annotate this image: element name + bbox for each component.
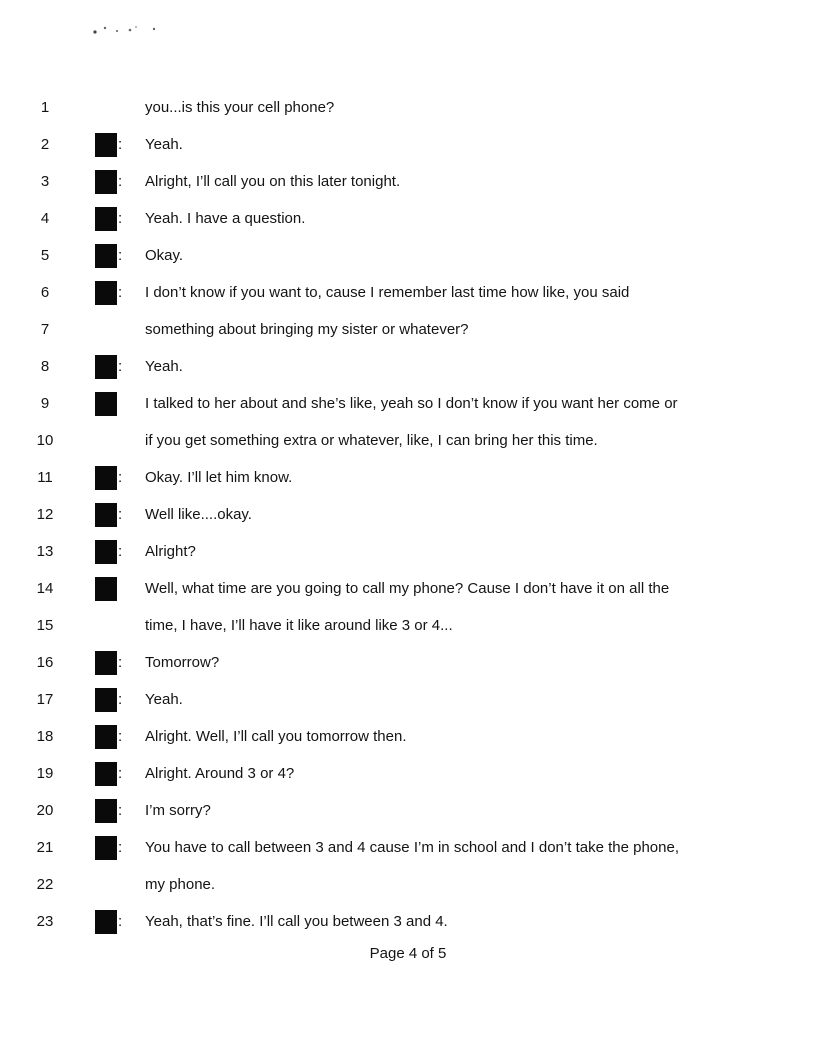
line-number: 23 [36,913,54,930]
speaker-colon: : [118,543,123,560]
speaker-redaction-box [95,651,117,675]
line-number: 2 [40,136,50,153]
line-text: Alright? [145,543,196,560]
speaker-redaction-box [95,725,117,749]
speaker-colon: : [118,654,123,671]
line-number: 8 [40,358,50,375]
speaker-redaction-box [95,836,117,860]
speaker-redaction-box [95,281,117,305]
transcript-line [0,580,816,617]
line-number: 14 [36,580,54,597]
transcript-line [0,654,816,691]
speaker-colon: : [118,358,123,375]
speaker-colon: : [118,728,123,745]
speaker-redaction-box [95,466,117,490]
speaker-redaction-box [95,577,117,601]
line-text: Well, what time are you going to call my phone? Cause I don’t have it on all the [145,580,670,597]
line-text: Alright. Well, I’ll call you tomorrow then. [145,728,407,745]
transcript-line [0,543,816,580]
speaker-colon: : [118,913,123,930]
line-text: Okay. I’ll let him know. [145,469,293,486]
transcript-line [0,173,816,210]
speaker-redaction-box [95,762,117,786]
speaker-colon: : [118,691,123,708]
scan-artifact-marks [92,22,162,36]
line-number: 9 [40,395,50,412]
line-number: 11 [37,469,53,486]
line-number: 13 [36,543,54,560]
speaker-redaction-box [95,910,117,934]
line-text: I don’t know if you want to, cause I remember last time how like, you said [145,284,630,301]
line-text: Yeah. [145,136,183,153]
transcript-line [0,321,816,358]
line-number: 20 [36,802,54,819]
speaker-colon: : [118,173,123,190]
line-number: 3 [40,173,50,190]
line-number: 10 [36,432,54,449]
speaker-colon: : [118,802,123,819]
speaker-redaction-box [95,244,117,268]
line-number: 7 [40,321,50,338]
line-text: I’m sorry? [145,802,211,819]
line-number: 18 [36,728,54,745]
line-number: 16 [36,654,54,671]
line-text: Alright, I’ll call you on this later tonight. [145,173,401,190]
line-number: 19 [36,765,54,782]
speaker-redaction-box [95,688,117,712]
line-text: Alright. Around 3 or 4? [145,765,295,782]
transcript-line [0,284,816,321]
speaker-redaction-box [95,355,117,379]
transcript-line [0,765,816,802]
speaker-colon: : [118,210,123,227]
speaker-redaction-box [95,799,117,823]
speaker-redaction-box [95,133,117,157]
line-number: 4 [40,210,50,227]
speaker-colon: : [118,247,123,264]
line-number: 21 [36,839,54,856]
speaker-colon: : [118,469,123,486]
transcript-line [0,876,816,913]
transcript-line [0,247,816,284]
transcript-line [0,432,816,469]
speaker-redaction-box [95,540,117,564]
transcript-line [0,469,816,506]
line-number: 12 [36,506,54,523]
transcript-line [0,99,816,136]
line-number: 1 [40,99,50,116]
transcript-line [0,358,816,395]
line-text: Yeah. I have a question. [145,210,306,227]
transcript-line [0,617,816,654]
speaker-colon: : [118,765,123,782]
line-number: 17 [36,691,54,708]
transcript-line [0,210,816,247]
transcript-line [0,506,816,543]
transcript-line [0,839,816,876]
transcript-line [0,802,816,839]
speaker-redaction-box [95,207,117,231]
line-number: 15 [36,617,54,634]
transcript-line [0,691,816,728]
line-text: Okay. [145,247,184,264]
speaker-colon: : [118,506,123,523]
line-text: if you get something extra or whatever, like, I can bring her this time. [145,432,598,449]
line-text: I talked to her about and she’s like, yeah so I don’t know if you want her come or [145,395,678,412]
speaker-redaction-box [95,392,117,416]
line-text: my phone. [145,876,216,893]
speaker-redaction-box [95,170,117,194]
speaker-colon: : [118,284,123,301]
line-text: Yeah. [145,691,183,708]
line-text: something about bringing my sister or whatever? [145,321,469,338]
page-number-footer: Page 4 of 5 [369,945,447,962]
line-number: 5 [40,247,50,264]
line-text: Yeah. [145,358,183,375]
line-text: Tomorrow? [145,654,220,671]
line-number: 22 [36,876,54,893]
transcript-line [0,395,816,432]
transcript-line [0,136,816,173]
line-number: 6 [40,284,50,301]
line-text: You have to call between 3 and 4 cause I’m in school and I don’t take the phone, [145,839,679,856]
line-text: Well like....okay. [145,506,252,523]
speaker-colon: : [118,839,123,856]
speaker-colon: : [118,136,123,153]
transcript-line [0,728,816,765]
line-text: you...is this your cell phone? [145,99,335,116]
line-text: Yeah, that’s fine. I’ll call you between 3 and 4. [145,913,448,930]
speaker-redaction-box [95,503,117,527]
line-text: time, I have, I’ll have it like around like 3 or 4... [145,617,453,634]
